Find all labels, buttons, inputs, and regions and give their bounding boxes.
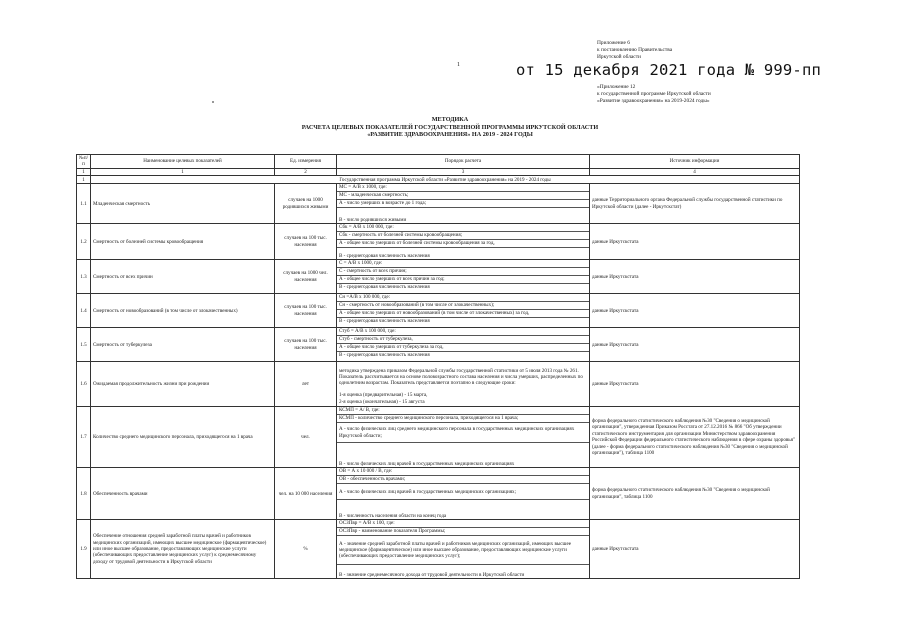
calculation-line: А - число физических лиц врачей в государственных медицинских организациях; [337,484,589,500]
calculation-line: В - среднегодовая численность населения [339,318,430,325]
calculation-line: С = А/В х 1000, где: [337,260,589,268]
column-header: Порядок расчета [337,155,590,169]
calculation-line: ОСЗПвр = А/В х 100, где: [337,520,589,528]
calculation-line: Сбк - смертность от болезней системы кровообращения; [337,232,589,240]
calculation-procedure [337,407,590,468]
appendix-line: к постановлению Правительства [597,47,673,53]
indicator-row [77,260,800,294]
calculation-line: 1-я оценка (предварительная) - 15 марта, [339,392,428,399]
indicator-name: Смертность от болезней системы кровообращения [91,224,275,260]
calculation-line: А - число физических лиц среднего медицинского персонала в государственных медицинских организациях Иркутской области; [337,423,589,443]
indicator-row [77,294,800,328]
appendix-reference-line: «Приложение 12 [597,84,636,90]
row-number: 1.7 [77,407,91,468]
calculation-line: В - значение среднемесячного дохода от трудовой деятельности в Иркутской области [339,571,525,578]
appendix-line: Приложение 6 [597,40,630,46]
row-number: 1.8 [77,468,91,520]
calculation-line: А - значение средней заработной платы врачей и работников медицинских организаций, имеющих высшее медицинское (фармацевтическое) или иное высшее образование, предоставляющих медицинские услуги (обеспечивающих предоставление медицинских услуг); [337,536,589,565]
table-header-row [77,155,800,169]
calculation-line: Сн =А/В х 100 000, где: [337,294,589,302]
indicator-name: Количество среднего медицинского персонала, приходящегося на 1 врача [91,407,275,468]
calculation-line: А - число умерших в возрасте до 1 года; [337,200,589,208]
calculation-line: А - общее число умерших от болезней системы кровообращения за год, [337,240,589,248]
calculation-line: ОВ - обеспеченность врачами; [337,476,589,484]
appendix-reference-line: «Развитие здравоохранения» на 2019-2024 годы» [597,98,710,105]
calculation-line: В - среднегодовая численность населения [339,252,430,259]
row-number: 1.3 [77,260,91,294]
calculation-line: С - смертность от всех причин; [337,268,589,276]
calculation-line: Сбк = А/В х 100 000, где: [337,224,589,232]
column-number: 2 [275,168,337,175]
unit-of-measure: случаев на 100 тыс. населения [275,328,337,362]
unit-of-measure: случаев на 1000 родившихся живыми [275,184,337,224]
unit-of-measure: % [275,520,337,579]
calculation-line: МС = А/В х 1000, где: [337,184,589,192]
indicator-name: Обеспечение отношения средней заработной платы врачей и работников медицинских организаций, имеющих высшее медицинское (фармацевтическое) или иное высшее образование, предоставляющих медицинские услуги (обеспечивающих предоставление медицинских услуг) к среднемесячному доходу от трудовой деятельности в Иркутской области [91,520,275,579]
indicator-row [77,224,800,260]
calculation-line: КСМП - количество среднего медицинского персонала, приходящегося на 1 врача; [337,415,589,423]
unit-of-measure: чел. [275,407,337,468]
row-number: 1.1 [77,184,91,224]
document-title [0,116,900,139]
information-source: данные Иркутскстата [590,224,800,260]
calculation-procedure [337,328,590,362]
appendix-reference [597,84,837,106]
indicator-name: Смертность от туберкулеза [91,328,275,362]
calculation-line: А - общее число умерших от туберкулеза за год, [337,344,589,352]
indicator-row [77,520,800,579]
unit-of-measure: случаев на 1000 чел. населения [275,260,337,294]
appendix-line: Иркутской области [597,54,641,60]
column-header: №п/п [77,155,91,169]
title-line: РАСЧЕТА ЦЕЛЕВЫХ ПОКАЗАТЕЛЕЙ ГОСУДАРСТВЕННОЙ ПРОГРАММЫ ИРКУТСКОЙ ОБЛАСТИ [301,123,599,131]
calculation-procedure [337,224,590,260]
calculation-line: ОВ = А х 10 000 / В, где: [337,468,589,476]
row-number: 1.5 [77,328,91,362]
calculation-line: А - общее число умерших от всех причин за год; [337,276,589,284]
column-header: Ед. измерения [275,155,337,169]
indicator-row [77,328,800,362]
information-source: данные Иркутскстата [590,294,800,328]
calculation-line: В - среднегодовая численность населения [339,284,430,291]
information-source: форма федерального статистического наблюдения №30 "Сведения о медицинской организации", таблица 1100 [590,468,800,520]
column-number-row [77,168,800,175]
program-row [77,176,800,184]
row-number: 1.2 [77,224,91,260]
calculation-line: Стуб - смертность от туберкулеза, [337,336,589,344]
calculation-line: Стуб = А/В х 100 000, где: [337,328,589,336]
indicator-row [77,362,800,407]
calculation-procedure [337,520,590,579]
column-number: 1 [91,168,275,175]
row-number: 1.6 [77,362,91,407]
calculation-line: В - число родившихся живыми [339,216,407,223]
unit-of-measure: случаев на 100 тыс. населения [275,224,337,260]
indicator-row [77,468,800,520]
information-source: форма федерального статистического наблюдения №30 "Сведения о медицинской организации", утвержденная Приказом Росстата от 27.12.2016 № 866 "Об утверждении статистического инструментария для организации Министерством здравоохранения Российской Федерации федерального статистического наблюдения в сфере охраны здоровья" (далее - форма федерального статистического наблюдения №30 "Сведения о медицинской организации"), таблица 1100 [590,407,800,468]
calculation-procedure [337,260,590,294]
column-number: 1 [77,168,91,175]
row-number: 1.9 [77,520,91,579]
column-number: 4 [590,168,800,175]
column-header: Источник информации [590,155,800,169]
indicator-name: Смертность от всех причин [91,260,275,294]
row-number: 1.4 [77,294,91,328]
appendix-reference-line: к государственной программе Иркутской области [597,91,711,98]
date-number-stamp: от 15 декабря 2021 года № 999-пп [516,61,822,79]
column-header: Наименование целевых показателей [91,155,275,169]
information-source: данные Иркутскстата [590,520,800,579]
calculation-line: ОСЗПвр - наименование показателя Программы; [337,528,589,536]
calculation-line: КСМП = А/ В, где: [337,407,589,415]
unit-of-measure: чел. на 10 000 населения [275,468,337,520]
calculation-procedure [337,294,590,328]
column-number: 3 [337,168,590,175]
calculation-line: В - численность населения области на конец года [339,512,447,519]
appendix-header [597,40,797,61]
calculation-line: В - среднегодовая численность населения [339,352,430,359]
indicator-name: Ожидаемая продолжительность жизни при рождении [91,362,275,407]
unit-of-measure: случаев на 100 тыс. населения [275,294,337,328]
calculation-line: А - общее число умерших от новообразований (в том числе от злокачественных) за год, [337,310,589,318]
calculation-procedure [337,362,590,407]
calculation-line: МС - младенческая смертность; [337,192,589,200]
indicators-table [76,154,800,579]
indicator-name: Обеспеченность врачами [91,468,275,520]
indicator-name: Младенческая смертность [91,184,275,224]
calculation-line: В - число физических лиц врачей в государственных медицинских организациях [339,460,515,467]
information-source: данные Иркутскстата [590,260,800,294]
information-source: данные Иркутскстата [590,328,800,362]
information-source: данные Территориального органа Федеральной службы государственной статистики по Иркутской области (далее - Иркутскстат) [590,184,800,224]
page-number: 1 [457,62,460,68]
program-number: 1 [77,176,91,184]
indicator-row [77,407,800,468]
title-line: МЕТОДИКА [431,116,469,123]
calculation-line: 2-я оценка (окончательная) - 15 августа [339,399,425,406]
calculation-procedure [337,468,590,520]
unit-of-measure: лет [275,362,337,407]
title-line: «РАЗВИТИЕ ЗДРАВООХРАНЕНИЯ» НА 2019 - 2024 ГОДЫ [367,131,533,139]
calculation-line: методика утверждена приказом Федеральной службы государственной статистики от 5 июля 2013 года № 261. Показатель рассчитывается на основе половозрастного состава населения и числа умерших, распределенных по однолетним возрастам. Показатель представляется поэтапно в следующие сроки: [339,367,583,387]
program-title: Государственная программа Иркутской области «Развитие здравоохранения» на 2019 - 2024 годы [91,176,800,184]
indicator-name: Смертность от новообразований (в том числе от злокачественных) [91,294,275,328]
calculation-line: Сн - смертность от новообразований (в том числе от злокачественных); [337,302,589,310]
scan-speck [212,101,214,103]
information-source: данные Иркутскстата [590,362,800,407]
calculation-procedure [337,184,590,224]
indicator-row [77,184,800,224]
